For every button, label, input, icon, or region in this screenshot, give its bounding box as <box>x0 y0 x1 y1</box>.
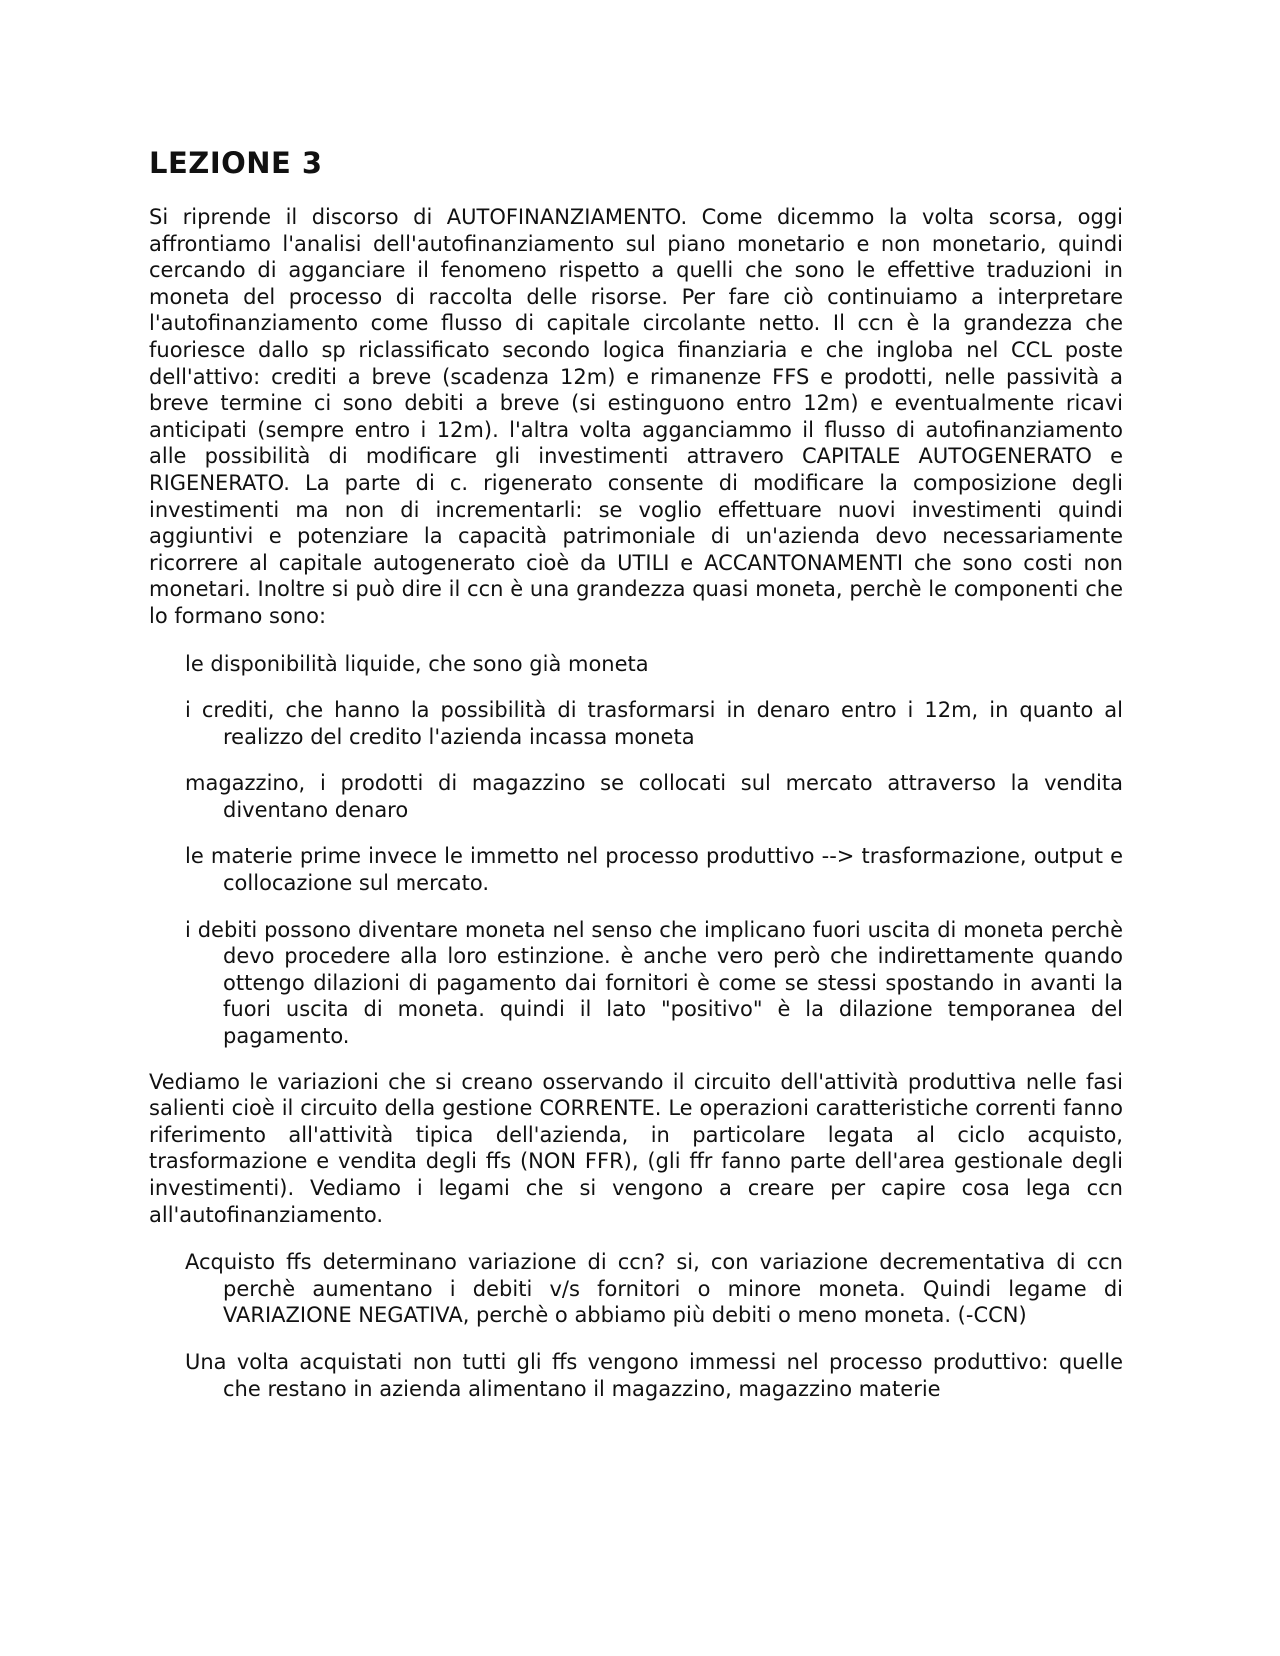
list-item: i debiti possono diventare moneta nel senso che implicano fuori uscita di moneta perchè devo procedere alla loro estinzione. è anche vero però che indirettamente quando ottengo dilazioni di pagamento dai fornitori è come se stessi spostando in avanti la fuori uscita di moneta. quindi il lato "positivo" è la dilazione temporanea del pagamento. <box>185 917 1123 1049</box>
list-item: Una volta acquistati non tutti gli ffs vengono immessi nel processo produttivo: quelle che restano in azienda alimentano il magazzino, magazzino materie <box>185 1349 1123 1401</box>
list-item: magazzino, i prodotti di magazzino se collocati sul mercato attraverso la vendita diventano denaro <box>185 771 1123 822</box>
intro-paragraph: Si riprende il discorso di AUTOFINANZIAMENTO. Come dicemmo la volta scorsa, oggi affrontiamo l'analisi dell'autofinanziamento sul piano monetario e non monetario, quindi cercando di agganciare il fenomeno rispetto a quelli che sono le effettive traduzioni in moneta del processo di raccolta delle risorse. Per fare ciò continuiamo a interpretare l'autofinanziamento come flusso di capitale circolante netto. Il ccn è la grandezza che fuoriesce dallo sp riclassificato secondo logica finanziaria e che ingloba nel CCL poste dell'attivo: crediti a breve (scadenza 12m) e rimanenze FFS e prodotti, nelle passività a breve termine ci sono debiti a breve (si estinguono entro 12m) e eventualmente ricavi anticipati (sempre entro i 12m). l'altra volta agganciammo il flusso di autofinanziamento alle possibilità di modificare gli investimenti attravero CAPITALE AUTOGENERATO e RIGENERATO. La parte di c. rigenerato consente di modificare la composizione degli investimenti ma non di incrementarli: se voglio effettuare nuovi investimenti quindi aggiuntivi e potenziare la capacità patrimoniale di un'azienda devo necessariamente ricorrere al capitale autogenerato cioè da UTILI e ACCANTONAMENTI che sono costi non monetari. Inoltre si può dire il ccn è una grandezza quasi moneta, perchè le componenti che lo formano sono: <box>149 205 1123 628</box>
operations-list <box>149 1249 1123 1402</box>
list-item: le materie prime invece le immetto nel processo produttivo --> trasformazione, output e collocazione sul mercato. <box>185 844 1123 896</box>
ccn-components-list <box>149 651 1123 1050</box>
lesson-title: LEZIONE 3 <box>149 146 323 180</box>
second-paragraph: Vediamo le variazioni che si creano osservando il circuito dell'attività produttiva nelle fasi salienti cioè il circuito della gestione CORRENTE. Le operazioni caratteristiche correnti fanno riferimento all'attività tipica dell'azienda, in particolare legata al ciclo acquisto, trasformazione e vendita degli ffs (NON FFR), (gli ffr fanno parte dell'area gestionale degli investimenti). Vediamo i legami che si vengono a creare per capire cosa lega ccn all'autofinanziamento. <box>149 1069 1123 1227</box>
list-item: le disponibilità liquide, che sono già moneta <box>185 651 649 676</box>
document-body <box>149 146 1123 1402</box>
list-item: i crediti, che hanno la possibilità di trasformarsi in denaro entro i 12m, in quanto al realizzo del credito l'azienda incassa moneta <box>185 698 1123 749</box>
list-item: Acquisto ffs determinano variazione di ccn? si, con variazione decrementativa di ccn perchè aumentano i debiti v/s fornitori o minore moneta. Quindi legame di VARIAZIONE NEGATIVA, perchè o abbiamo più debiti o meno moneta. (-CCN) <box>185 1250 1123 1328</box>
